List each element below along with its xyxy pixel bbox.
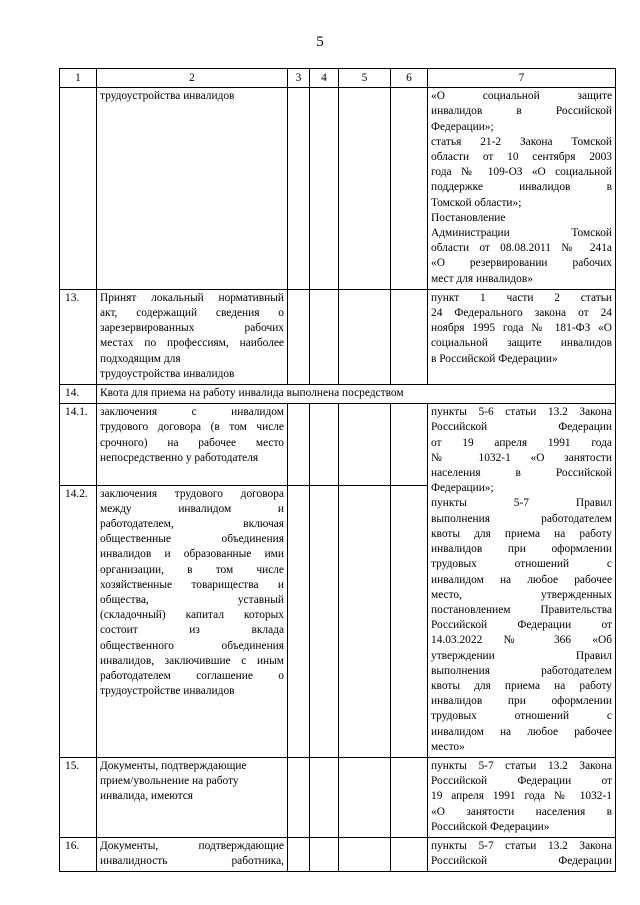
- empty-cell: [339, 485, 391, 757]
- text-line: инвалидов в Российской: [431, 105, 612, 118]
- row-description: [97, 289, 288, 384]
- row-description: [97, 485, 288, 757]
- table-row: [60, 289, 616, 384]
- row-number: 14.: [60, 385, 97, 404]
- empty-cell: [310, 88, 339, 290]
- text-line: инвалидов, заключившие с иным: [100, 654, 284, 667]
- text-line: работодателем соглашение о: [100, 670, 284, 683]
- row-number: 14.2.: [60, 485, 97, 757]
- text-line: постановлением Правительства: [431, 603, 612, 616]
- text-line: акт, содержащий сведения о: [100, 307, 284, 320]
- row-legal-basis: [428, 757, 616, 837]
- text-line: социальной защите инвалидов: [431, 337, 612, 350]
- text-line: статья 21-2 Закона Томской: [431, 135, 612, 148]
- header-row: [60, 69, 616, 88]
- text-line: трудоустройства инвалидов: [100, 90, 235, 103]
- text-line: Принят локальный нормативный: [100, 291, 284, 304]
- text-line: место»: [431, 740, 465, 753]
- empty-cell: [288, 289, 310, 384]
- row-number: 13.: [60, 289, 97, 384]
- text-line: пункты 5-7 статьи 13.2 Закона: [431, 839, 612, 852]
- section-heading: Квота для приема на работу инвалида выполнена посредством: [97, 385, 616, 404]
- text-line: заключения с инвалидом: [100, 406, 284, 419]
- row-description: [97, 88, 288, 290]
- header-cell: 6: [391, 69, 428, 88]
- text-line: Российской Федерации»: [431, 820, 550, 833]
- text-line: «О занятости населения в: [431, 805, 612, 818]
- text-line: 14.03.2022 № 366 «Об: [431, 634, 612, 647]
- text-line: трудоустройстве инвалидов: [100, 685, 235, 698]
- empty-cell: [310, 485, 339, 757]
- text-line: хозяйственные товарищества и: [100, 578, 284, 591]
- text-line: трудового договора (в том числе: [100, 421, 284, 434]
- text-line: области от 10 сентября 2003: [431, 151, 612, 164]
- row-number: [60, 88, 97, 290]
- text-line: инвалидность работника,: [100, 855, 284, 868]
- empty-cell: [339, 88, 391, 290]
- text-line: Администрации Томской: [431, 227, 612, 240]
- text-line: инвалидов при оформлении: [431, 543, 612, 556]
- text-line: общественные объединения: [100, 533, 284, 546]
- empty-cell: [391, 88, 428, 290]
- header-cell: 1: [60, 69, 97, 88]
- text-line: заключения трудового договора: [100, 487, 284, 500]
- empty-cell: [288, 404, 310, 485]
- text-line: поддержке инвалидов в: [431, 181, 612, 194]
- row-description: [97, 404, 288, 485]
- text-line: квоты для приема на работу: [431, 527, 612, 540]
- empty-cell: [288, 485, 310, 757]
- empty-cell: [288, 88, 310, 290]
- text-line: организации, в том числе: [100, 563, 284, 576]
- text-line: населения в Российской: [431, 467, 612, 480]
- text-line: инвалидом на любое рабочее: [431, 725, 612, 738]
- empty-cell: [310, 289, 339, 384]
- text-line: «О социальной защите: [431, 90, 612, 103]
- text-line: Российской Федерации: [431, 421, 612, 434]
- row-number: 16.: [60, 837, 97, 871]
- empty-cell: [288, 757, 310, 837]
- text-line: Федерации»;: [431, 482, 494, 495]
- text-line: Документы, подтверждающие: [100, 839, 284, 852]
- page-number: 5: [316, 34, 324, 50]
- text-line: Российской Федерации от: [431, 619, 612, 632]
- text-line: место, утвержденных: [431, 588, 612, 601]
- text-line: зарезервированных рабочих: [100, 322, 284, 335]
- empty-cell: [391, 289, 428, 384]
- table-row: [60, 757, 616, 837]
- text-line: в Российской Федерации»: [431, 352, 558, 365]
- text-line: трудовых отношений с: [431, 710, 612, 723]
- text-line: выполнения работодателем: [431, 512, 612, 525]
- row-number: 14.1.: [60, 404, 97, 485]
- text-line: 24 Федерального закона от 24: [431, 307, 612, 320]
- table-row: [60, 837, 616, 871]
- text-line: ноября 1995 года № 181-ФЗ «О: [431, 322, 612, 335]
- empty-cell: [339, 289, 391, 384]
- text-line: пункты 5-7 статьи 13.2 Закона: [431, 759, 612, 772]
- empty-cell: [288, 837, 310, 871]
- text-line: инвалидов и образованные ими: [100, 548, 284, 561]
- text-line: от 19 апреля 1991 года: [431, 436, 612, 449]
- text-line: подходящим для: [100, 352, 181, 365]
- text-line: квоты для приема на работу: [431, 679, 612, 692]
- row-legal-basis: [428, 837, 616, 871]
- text-line: пункт 1 части 2 статьи: [431, 291, 612, 304]
- empty-cell: [391, 404, 428, 485]
- empty-cell: [339, 757, 391, 837]
- text-line: прием/увольнение на работу: [100, 775, 239, 788]
- checklist-table: [59, 68, 616, 872]
- text-line: трудоустройства инвалидов: [100, 367, 235, 380]
- header-cell: 2: [97, 69, 288, 88]
- text-line: инвалида, имеются: [100, 790, 194, 803]
- text-line: между инвалидом и: [100, 502, 284, 515]
- text-line: № 1032-1 «О занятости: [431, 451, 612, 464]
- text-line: срочного) на рабочее место: [100, 436, 284, 449]
- table-row: [60, 404, 616, 485]
- text-line: непосредственно у работодателя: [100, 451, 259, 464]
- header-cell: 3: [288, 69, 310, 88]
- text-line: Томской области»;: [431, 196, 522, 209]
- text-line: «О резервировании рабочих: [431, 257, 612, 270]
- empty-cell: [391, 485, 428, 757]
- text-line: Документы, подтверждающие: [100, 759, 247, 772]
- text-line: Постановление: [431, 211, 506, 224]
- text-line: общественного объединения: [100, 639, 284, 652]
- text-line: Российской Федерации от: [431, 775, 612, 788]
- row-legal-basis: [428, 404, 616, 758]
- empty-cell: [391, 757, 428, 837]
- text-line: состоит из вклада: [100, 624, 284, 637]
- table-row: [60, 385, 616, 404]
- text-line: утверждении Правил: [431, 649, 612, 662]
- header-cell: 5: [339, 69, 391, 88]
- empty-cell: [310, 404, 339, 485]
- header-cell: 7: [428, 69, 616, 88]
- table-row: [60, 88, 616, 290]
- text-line: области от 08.08.2011 № 241а: [431, 242, 612, 255]
- row-description: [97, 837, 288, 871]
- text-line: 19 апреля 1991 года № 1032-1: [431, 790, 612, 803]
- text-line: инвалидов при оформлении: [431, 695, 612, 708]
- empty-cell: [339, 404, 391, 485]
- empty-cell: [391, 837, 428, 871]
- text-line: пункты 5-6 статьи 13.2 Закона: [431, 406, 612, 419]
- text-line: пункты 5-7 Правил: [431, 497, 612, 510]
- text-line: (складочный) капитал которых: [100, 609, 284, 622]
- text-line: Российской Федерации: [431, 855, 612, 868]
- text-line: трудовых отношений с: [431, 558, 612, 571]
- empty-cell: [310, 837, 339, 871]
- text-line: года № 109-ОЗ «О социальной: [431, 166, 612, 179]
- text-line: местах по профессиям, наиболее: [100, 337, 284, 350]
- row-legal-basis: [428, 88, 616, 290]
- row-legal-basis: [428, 289, 616, 384]
- text-line: Федерации»;: [431, 120, 494, 133]
- text-line: мест для инвалидов»: [431, 272, 533, 285]
- text-line: работодателем, включая: [100, 518, 284, 531]
- text-line: инвалидом на любое рабочее: [431, 573, 612, 586]
- text-line: общества, уставный: [100, 594, 284, 607]
- empty-cell: [310, 757, 339, 837]
- empty-cell: [339, 837, 391, 871]
- header-cell: 4: [310, 69, 339, 88]
- text-line: выполнения работодателем: [431, 664, 612, 677]
- row-description: [97, 757, 288, 837]
- row-number: 15.: [60, 757, 97, 837]
